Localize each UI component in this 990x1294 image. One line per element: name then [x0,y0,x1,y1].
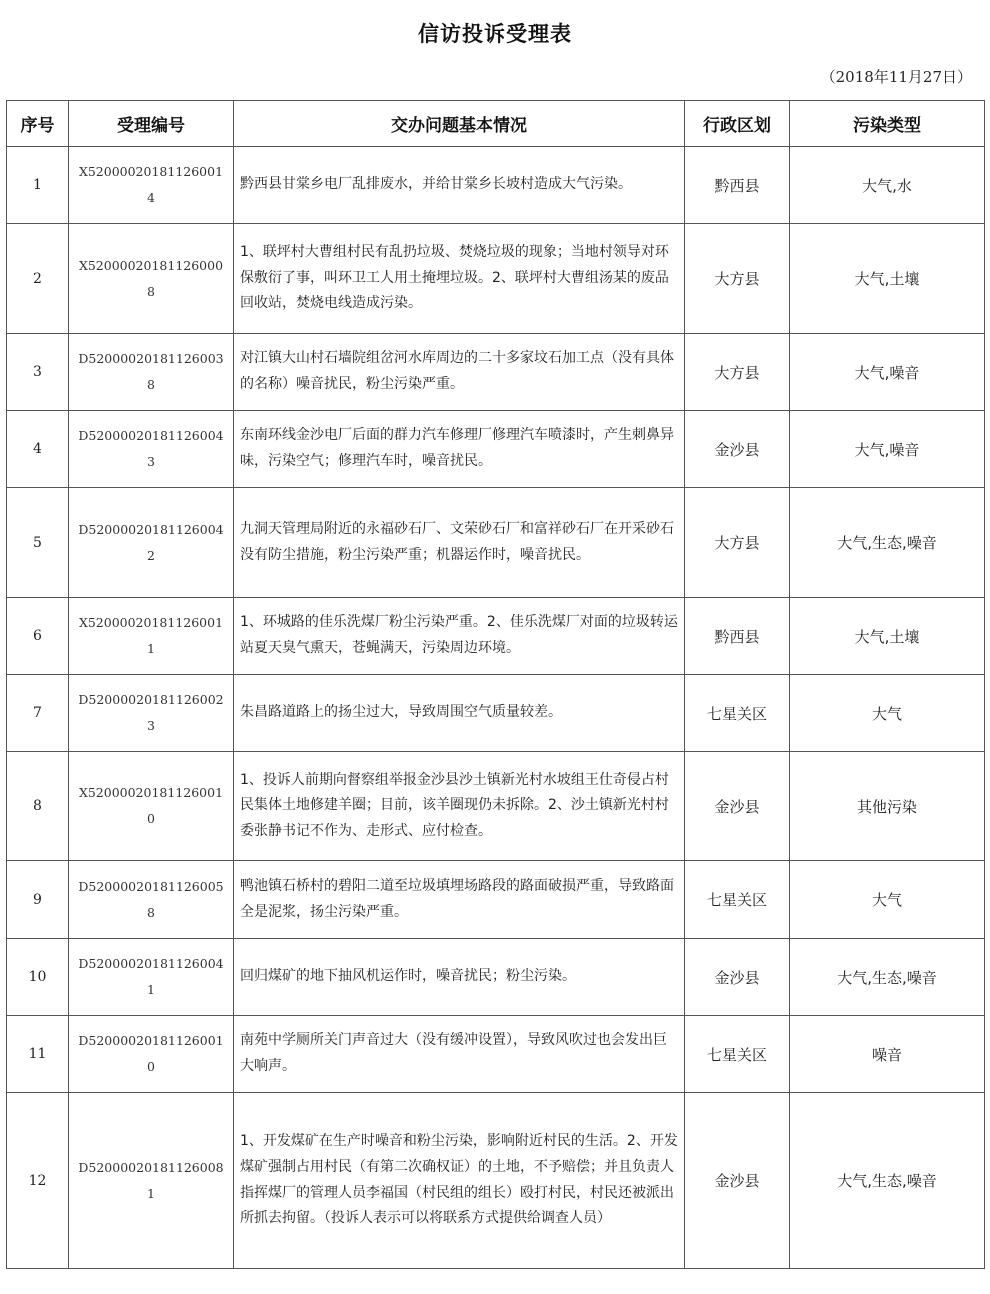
district: 七星关区 [685,675,790,752]
pollution-type: 大气,土壤 [790,224,985,334]
district: 七星关区 [685,1016,790,1093]
district: 金沙县 [685,752,790,861]
table-row [7,939,985,1016]
row-number: 8 [7,752,69,861]
header-type: 污染类型 [790,101,985,147]
case-id [69,1093,234,1269]
table-row [7,598,985,675]
page-title: 信访投诉受理表 [418,22,572,46]
district: 金沙县 [685,411,790,488]
header-id: 受理编号 [69,101,234,147]
case-id-main: D52000020181126003 [78,351,224,366]
table-row [7,147,985,224]
table-row [7,488,985,598]
case-description: 1、投诉人前期向督察组举报金沙县沙土镇新光村水坡组王仕奇侵占村民集体土地修建羊圈；目前，该羊圈现仍未拆除。2、沙土镇新光村村委张静书记不作为、走形式、应付检查。 [234,752,685,861]
pollution-type: 大气,生态,噪音 [790,1093,985,1269]
table-row [7,334,985,411]
case-id-main: D52000020181126005 [78,878,224,894]
row-number: 6 [7,598,69,675]
case-id-main: X52000020181126001 [78,785,224,800]
case-id-main: D52000020181126002 [78,692,224,707]
case-id-suffix: 0 [147,811,155,826]
case-description: 鸭池镇石桥村的碧阳二道至垃圾填埋场路段的路面破损严重，导致路面全是泥浆，扬尘污染严重。 [234,861,685,939]
district: 七星关区 [685,861,790,939]
case-id-main: D52000020181126004 [78,956,224,971]
header-row [7,101,985,147]
case-id [69,224,234,334]
case-id-suffix: 1 [147,641,155,656]
district: 金沙县 [685,1093,790,1269]
district: 黔西县 [685,147,790,224]
case-description: 1、联坪村大曹组村民有乱扔垃圾、焚烧垃圾的现象；当地村领导对环保敷衍了事，叫环卫工人用土掩埋垃圾。2、联坪村大曹组汤某的废品回收站，焚烧电线造成污染。 [234,224,685,334]
header-no: 序号 [7,101,69,147]
header-area: 行政区划 [685,101,790,147]
case-id [69,675,234,752]
case-id [69,1016,234,1093]
case-description: 南苑中学厕所关门声音过大（没有缓冲设置），导致风吹过也会发出巨大响声。 [234,1016,685,1093]
table-row [7,752,985,861]
case-description: 1、环城路的佳乐洗煤厂粉尘污染严重。2、佳乐洗煤厂对面的垃圾转运站夏天臭气熏天，苍蝇满天，污染周边环境。 [234,598,685,675]
table-row [7,411,985,488]
case-id-suffix: 8 [147,377,155,392]
case-id-main: D52000020181126004 [78,428,224,443]
pollution-type: 大气 [790,675,985,752]
case-description: 九洞天管理局附近的永福砂石厂、文荣砂石厂和富祥砂石厂在开采砂石没有防尘措施，粉尘污染严重；机器运作时，噪音扰民。 [234,488,685,598]
case-id-main: D52000020181126008 [78,1159,224,1175]
district: 大方县 [685,224,790,334]
case-id [69,147,234,224]
table-row [7,224,985,334]
case-description: 回归煤矿的地下抽风机运作时，噪音扰民；粉尘污染。 [234,939,685,1016]
row-number: 12 [7,1093,69,1269]
pollution-type: 大气,噪音 [790,411,985,488]
pollution-type: 大气,噪音 [790,334,985,411]
pollution-type: 大气,土壤 [790,598,985,675]
case-id-suffix: 4 [147,190,155,205]
case-description: 东南环线金沙电厂后面的群力汽车修理厂修理汽车喷漆时，产生刺鼻异味，污染空气；修理汽车时，噪音扰民。 [234,411,685,488]
case-id-suffix: 3 [147,454,155,469]
row-number: 2 [7,224,69,334]
case-id-suffix: 1 [147,1185,155,1201]
row-number: 7 [7,675,69,752]
header-desc: 交办问题基本情况 [234,101,685,147]
pollution-type: 大气,生态,噪音 [790,488,985,598]
district: 大方县 [685,488,790,598]
case-id-suffix: 0 [147,1059,155,1074]
case-id [69,861,234,939]
row-number: 3 [7,334,69,411]
case-id-main: D52000020181126001 [78,1033,224,1048]
case-id-suffix: 2 [147,547,155,563]
case-id-suffix: 8 [147,283,155,299]
case-id-main: X52000020181126001 [78,164,224,179]
case-id [69,411,234,488]
district: 大方县 [685,334,790,411]
table-row [7,675,985,752]
case-id [69,752,234,861]
row-number: 5 [7,488,69,598]
case-id-main: X52000020181126000 [78,257,224,273]
district: 黔西县 [685,598,790,675]
case-id [69,939,234,1016]
pollution-type: 大气,生态,噪音 [790,939,985,1016]
case-id-main: X52000020181126001 [78,615,224,630]
pollution-type: 噪音 [790,1016,985,1093]
row-number: 9 [7,861,69,939]
case-id-suffix: 8 [147,904,155,920]
case-id-suffix: 1 [147,982,155,997]
complaint-table [6,100,985,1269]
table-row [7,1016,985,1093]
case-id-main: D52000020181126004 [78,521,224,537]
case-id-suffix: 3 [147,718,155,733]
row-number: 10 [7,939,69,1016]
case-description: 黔西县甘棠乡电厂乱排废水，并给甘棠乡长坡村造成大气污染。 [234,147,685,224]
pollution-type: 大气,水 [790,147,985,224]
table-row [7,861,985,939]
pollution-type: 其他污染 [790,752,985,861]
report-date: （2018年11月27日） [820,68,972,86]
case-description: 朱昌路道路上的扬尘过大，导致周围空气质量较差。 [234,675,685,752]
case-description: 对江镇大山村石墙院组岔河水库周边的二十多家坟石加工点（没有具体的名称）噪音扰民，粉尘污染严重。 [234,334,685,411]
table-row [7,1093,985,1269]
row-number: 1 [7,147,69,224]
case-id [69,488,234,598]
case-description: 1、开发煤矿在生产时噪音和粉尘污染，影响附近村民的生活。2、开发煤矿强制占用村民（有第二次确权证）的土地，不予赔偿；并且负责人指挥煤厂的管理人员李福国（村民组的组长）殴打村民，村民还被派出所抓去拘留。（投诉人表示可以将联系方式提供给调查人员） [234,1093,685,1269]
case-id [69,334,234,411]
district: 金沙县 [685,939,790,1016]
case-id [69,598,234,675]
pollution-type: 大气 [790,861,985,939]
row-number: 4 [7,411,69,488]
row-number: 11 [7,1016,69,1093]
